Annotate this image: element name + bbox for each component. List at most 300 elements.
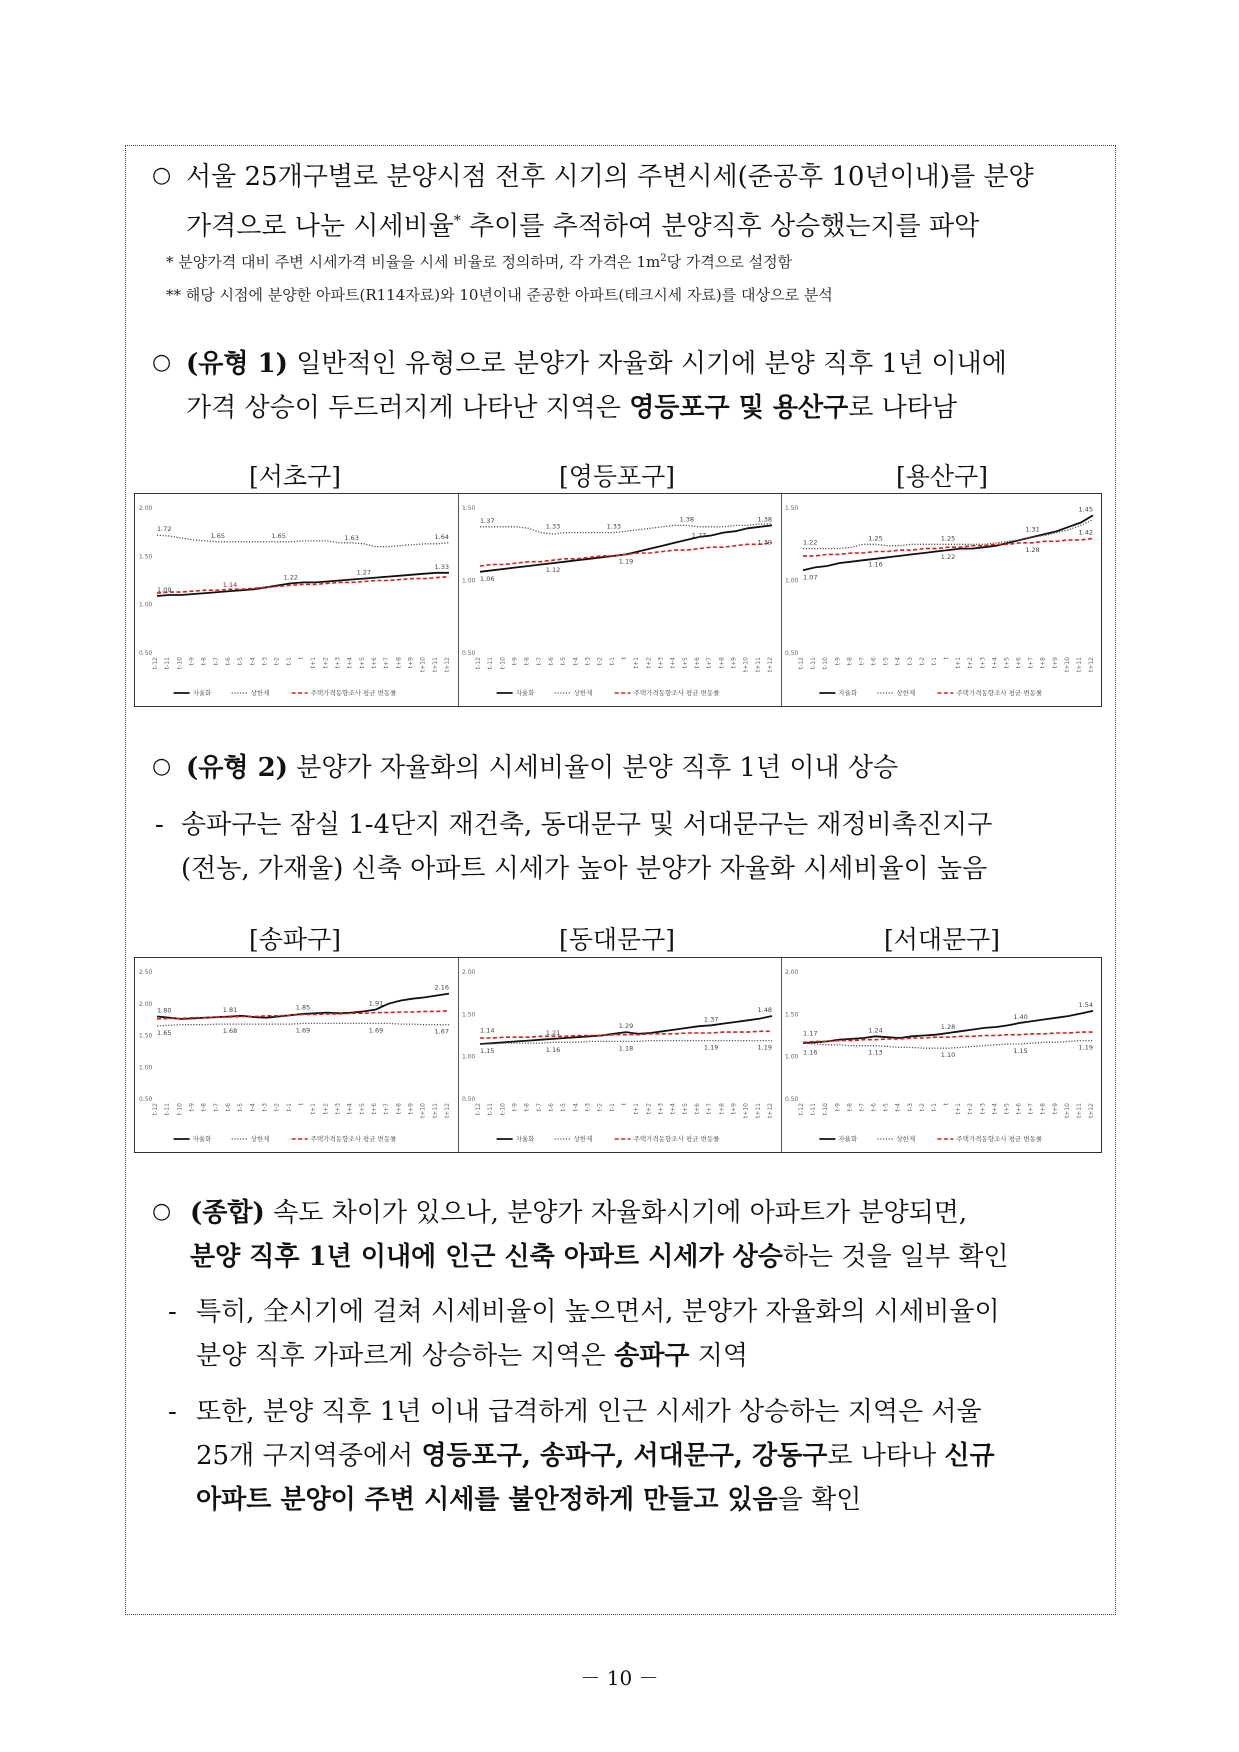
x-tick-label: t+5 (1003, 657, 1011, 669)
data-label: 1.16 (545, 1046, 561, 1055)
x-tick-label: t-12 (152, 1103, 159, 1116)
type1-line-2-bold: 영등포구 및 용산구 (629, 393, 849, 423)
cap-series-line (803, 1041, 1093, 1049)
x-tick-label: t+4 (991, 657, 999, 669)
type2-line-1 (186, 746, 898, 790)
chart-panel (458, 958, 782, 1152)
x-tick-label: t-3 (906, 657, 914, 666)
summary-sub1-line-1: 특히, 全시기에 걸쳐 시세비율이 높으면서, 분양가 자율화의 시세비율이 (196, 1297, 1000, 1327)
x-tick-label: t+1 (955, 657, 963, 669)
x-tick-label: t-5 (882, 657, 890, 666)
x-tick-label: t-1 (930, 1103, 938, 1112)
type1-line-1 (186, 342, 1007, 386)
data-label: 1.48 (757, 1006, 772, 1015)
x-tick-label: t+10 (742, 657, 750, 673)
summary-sub2-line-3-b: 을 확인 (777, 1485, 862, 1515)
data-label: 1.27 (691, 531, 707, 540)
x-tick-label: t-12 (475, 657, 482, 670)
x-tick-label: t-2 (596, 657, 604, 666)
data-label: 1.29 (618, 1022, 634, 1031)
y-tick-label: 2.00 (462, 969, 476, 976)
x-tick-label: t (621, 1103, 628, 1106)
chart-panel (135, 494, 459, 706)
x-tick-label: t (943, 1103, 950, 1106)
x-tick-label: t-1 (608, 1103, 616, 1112)
x-tick-label: t-2 (918, 1103, 926, 1112)
data-label: 1.06 (480, 574, 495, 583)
data-label: 1.42 (1078, 528, 1093, 537)
summary-sub1-line-2-bold: 송파구 (614, 1341, 690, 1371)
type1-label: (유형 1) (186, 349, 288, 379)
data-label: 1.12 (545, 566, 561, 575)
data-label: 1.69 (295, 1026, 311, 1035)
x-tick-label: t-5 (560, 657, 568, 666)
x-tick-label: t-8 (523, 1103, 531, 1112)
data-label: 1.38 (757, 515, 772, 524)
legend-avg-label: 주택가격동향조사 평균 변동률 (956, 689, 1043, 697)
legend-free-label: 자율화 (838, 689, 858, 697)
type1-line-2 (186, 386, 1007, 430)
cap-series-line (157, 532, 449, 547)
summary-dash-2: - (168, 1397, 177, 1427)
x-tick-label: t+11 (754, 1103, 762, 1119)
x-tick-label: t-6 (225, 1103, 232, 1112)
footnote-1-a: * 분양가격 대비 주변 시세가격 비율을 시세 비율로 정의하며, 각 가격은 1m (166, 253, 661, 271)
y-tick-label: 1.00 (139, 1064, 153, 1072)
x-tick-label: t-11 (164, 1103, 172, 1116)
x-tick-label: t+10 (419, 1103, 427, 1119)
x-tick-label: t-1 (930, 657, 938, 666)
data-label: 1.33 (606, 522, 622, 531)
y-tick-label: 2.00 (139, 1000, 153, 1008)
x-tick-label: t-4 (249, 657, 257, 666)
legend-cap-label: 상한제 (250, 689, 270, 697)
x-tick-label: t+9 (407, 657, 415, 669)
line-chart (458, 494, 780, 705)
x-tick-label: t-3 (584, 657, 592, 666)
x-tick-label: t+2 (967, 1103, 975, 1115)
type2-dash: - (155, 810, 164, 840)
data-label: 1.21 (545, 1028, 561, 1037)
summary-line-1-text: 속도 차이가 있으나, 분양가 자율화시기에 아파트가 분양되면, (264, 1198, 968, 1228)
data-label: 1.63 (344, 533, 359, 542)
x-tick-label: t-12 (798, 657, 805, 670)
x-tick-label: t+6 (371, 1103, 378, 1115)
page-number: － 10 － (580, 1666, 659, 1690)
x-tick-label: t-11 (487, 1103, 495, 1116)
x-tick-label: t-8 (523, 657, 531, 666)
x-tick-label: t-11 (487, 657, 495, 670)
x-tick-label: t-4 (894, 657, 902, 666)
x-tick-label: t+7 (1027, 1103, 1035, 1115)
x-tick-label: t-9 (511, 657, 519, 666)
chart-caption: [영등포구] (558, 462, 676, 491)
x-tick-label: t-3 (261, 1103, 269, 1112)
x-tick-label: t+8 (395, 1103, 403, 1115)
data-label: 1.25 (940, 534, 956, 543)
x-tick-label: t-10 (176, 657, 184, 670)
legend-cap-label: 상한제 (573, 1135, 593, 1143)
footnote-1-sup: 2 (660, 253, 667, 264)
x-tick-label: t-5 (882, 1103, 890, 1112)
x-tick-label: t+3 (979, 1103, 987, 1115)
legend-free-label: 자율화 (192, 689, 212, 697)
type2-label: (유형 2) (186, 753, 288, 783)
x-tick-label: t-12 (475, 1103, 482, 1116)
legend-avg-label: 주택가격동향조사 평균 변동률 (310, 1135, 397, 1143)
y-tick-label: 2.00 (139, 505, 153, 512)
x-tick-label: t+9 (1051, 657, 1059, 669)
y-tick-label: 1.00 (785, 1053, 799, 1061)
data-label: 1.68 (222, 1027, 238, 1036)
x-tick-label: t+12 (767, 1103, 774, 1119)
chart-caption: [용산구] (896, 462, 988, 491)
x-tick-label: t-11 (810, 657, 818, 670)
y-tick-label: 0.50 (139, 1096, 153, 1103)
data-label: 1.24 (868, 1026, 883, 1035)
x-tick-label: t+6 (694, 1103, 701, 1115)
summary-line-2-bold: 분양 직후 1년 이내에 인근 신축 아파트 시세가 상승 (190, 1242, 783, 1272)
data-label: 1.14 (222, 581, 238, 590)
summary-line-1 (190, 1191, 1009, 1235)
summary-sub2-line-3 (196, 1478, 995, 1522)
x-tick-label: t-2 (918, 657, 926, 666)
data-label: 1.25 (868, 534, 883, 543)
x-tick-label: t-1 (285, 657, 293, 666)
y-tick-label: 0.50 (785, 650, 799, 657)
data-label: 1.85 (295, 1003, 311, 1012)
x-tick-label: t+10 (419, 657, 427, 673)
y-tick-label: 2.00 (785, 969, 799, 976)
x-tick-label: t (298, 1103, 305, 1106)
avg-series-line (157, 577, 449, 594)
data-label: 1.72 (157, 525, 172, 534)
x-tick-label: t-9 (834, 657, 842, 666)
legend-free-label: 자율화 (515, 689, 535, 697)
bullet-circle: ○ (152, 1199, 172, 1224)
type1-line-2-b: 로 나타남 (848, 393, 957, 423)
x-tick-label: t-3 (906, 1103, 914, 1112)
x-tick-label: t-2 (273, 1103, 281, 1112)
legend-avg-label: 주택가격동향조사 평균 변동률 (633, 689, 720, 697)
y-tick-label: 1.00 (785, 577, 799, 585)
x-tick-label: t-2 (273, 657, 281, 666)
type2-sub-line-2: (전농, 가재울) 신축 아파트 시세가 높아 분양가 자율화 시세비율이 높음 (181, 854, 988, 884)
x-tick-label: t+12 (1088, 1103, 1095, 1119)
x-tick-label: t-4 (894, 1103, 902, 1112)
line-chart (781, 494, 1101, 705)
line-chart (135, 494, 457, 705)
x-tick-label: t+5 (681, 1103, 689, 1115)
x-tick-label: t (621, 657, 628, 660)
x-tick-label: t+11 (1075, 1103, 1083, 1119)
x-tick-label: t+10 (1063, 1103, 1071, 1119)
y-tick-label: 1.50 (785, 505, 799, 512)
data-label: 1.81 (222, 1005, 238, 1014)
type2-paragraph (186, 746, 898, 790)
x-tick-label: t+2 (645, 657, 653, 669)
data-label: 1.18 (618, 1044, 634, 1053)
x-tick-label: t+11 (1075, 657, 1083, 673)
data-label: 1.40 (1013, 1012, 1028, 1021)
x-tick-label: t (943, 657, 950, 660)
data-label: 1.65 (271, 531, 286, 540)
intro-line-2-b: 추이를 추적하여 분양직후 상승했는지를 파악 (460, 211, 980, 242)
x-tick-label: t+2 (322, 657, 330, 669)
summary-sub2-line-1: 또한, 분양 직후 1년 이내 급격하게 인근 시세가 상승하는 지역은 서울 (196, 1397, 982, 1427)
data-label: 1.22 (940, 553, 956, 562)
x-tick-label: t-7 (212, 1103, 220, 1112)
data-label: 1.19 (703, 1043, 719, 1052)
x-tick-label: t+11 (431, 657, 439, 673)
data-label: 2.16 (434, 983, 449, 992)
x-tick-label: t+4 (669, 1103, 677, 1115)
x-tick-label: t-11 (810, 1103, 818, 1116)
x-tick-label: t+6 (1015, 1103, 1023, 1115)
x-tick-label: t+8 (1039, 657, 1047, 669)
x-tick-label: t-7 (535, 657, 543, 666)
summary-sub-paragraph-1 (196, 1290, 1000, 1378)
legend-avg-label: 주택가격동향조사 평균 변동률 (633, 1135, 720, 1143)
summary-label: (종합) (190, 1198, 265, 1228)
x-tick-label: t-9 (511, 1103, 519, 1112)
x-tick-label: t+11 (431, 1103, 439, 1119)
x-tick-label: t+2 (967, 657, 975, 669)
data-label: 1.31 (1025, 525, 1040, 534)
y-tick-label: 2.50 (139, 969, 153, 976)
x-tick-label: t+3 (657, 1103, 665, 1115)
x-tick-label: t-5 (560, 1103, 568, 1112)
x-tick-label: t-4 (572, 1103, 580, 1112)
x-tick-label: t+3 (657, 657, 665, 669)
x-tick-label: t+12 (767, 657, 774, 673)
summary-sub2-line-2-bold2: 신규 (944, 1441, 995, 1471)
legend-avg-label: 주택가격동향조사 평균 변동률 (956, 1135, 1043, 1143)
footnote-1 (166, 251, 792, 272)
y-tick-label: 1.50 (462, 1011, 476, 1019)
free-series-line (803, 515, 1093, 570)
data-label: 1.22 (283, 573, 299, 582)
x-tick-label: t+7 (706, 1103, 714, 1115)
data-label: 1.07 (803, 573, 818, 582)
data-label: 1.37 (480, 516, 495, 525)
x-tick-label: t+12 (444, 1103, 451, 1119)
intro-line-1: 서울 25개구별로 분양시점 전후 시기의 주변시세(준공후 10년이내)를 분양 (186, 162, 1034, 192)
data-label: 1.45 (1078, 505, 1093, 514)
x-tick-label: t+5 (681, 657, 689, 669)
x-tick-label: t-10 (176, 1103, 184, 1116)
x-tick-label: t-6 (225, 657, 232, 666)
type1-line-1-text: 일반적인 유형으로 분양가 자율화 시기에 분양 직후 1년 이내에 (287, 349, 1007, 379)
data-label: 1.69 (368, 1026, 384, 1035)
x-tick-label: t+3 (334, 1103, 342, 1115)
x-tick-label: t+7 (383, 1103, 391, 1115)
x-tick-label: t+6 (694, 657, 701, 669)
x-tick-label: t+2 (645, 1103, 653, 1115)
chart-panel (781, 958, 1101, 1152)
data-label: 1.33 (545, 522, 561, 531)
x-tick-label: t+7 (383, 657, 391, 669)
x-tick-label: t-8 (200, 657, 208, 666)
intro-line-2-a: 가격으로 나눈 시세비율 (186, 211, 454, 242)
data-label: 1.38 (679, 515, 695, 524)
x-tick-label: t+4 (669, 657, 677, 669)
legend-cap-label: 상한제 (573, 689, 593, 697)
data-label: 1.17 (803, 1029, 818, 1038)
data-label: 1.09 (157, 585, 172, 594)
y-tick-label: 1.50 (139, 1032, 153, 1040)
x-tick-label: t+8 (718, 657, 726, 669)
line-chart (781, 958, 1101, 1151)
data-label: 1.14 (480, 1026, 495, 1035)
type2-sub-paragraph (181, 803, 992, 891)
data-label: 1.54 (1078, 1000, 1093, 1009)
legend-free-label: 자율화 (192, 1135, 212, 1143)
data-label: 1.10 (940, 1051, 956, 1060)
chart-row-1 (134, 493, 1102, 707)
x-tick-label: t-3 (584, 1103, 592, 1112)
chart-row-2 (134, 957, 1102, 1153)
data-label: 1.37 (703, 1015, 719, 1024)
y-tick-label: 1.00 (139, 601, 153, 609)
summary-dash-1: - (168, 1297, 177, 1327)
footnote-1-b: 당 가격으로 설정함 (666, 253, 793, 271)
x-tick-label: t-9 (834, 1103, 842, 1112)
type2-sub-line-1: 송파구는 잠실 1-4단지 재건축, 동대문구 및 서대문구는 재정비촉진지구 (181, 810, 993, 840)
x-tick-label: t-4 (572, 657, 580, 666)
x-tick-label: t+7 (1027, 657, 1035, 669)
x-tick-label: t+5 (358, 657, 366, 669)
legend-avg-label: 주택가격동향조사 평균 변동률 (310, 689, 397, 697)
summary-sub1-line-2 (196, 1334, 1000, 1378)
summary-sub2-line-2 (196, 1434, 995, 1478)
legend-cap-label: 상한제 (896, 689, 916, 697)
chart-caption: [동대문구] (558, 925, 676, 954)
type1-paragraph (186, 342, 1007, 430)
data-label: 1.67 (434, 1027, 449, 1036)
line-chart (135, 958, 457, 1151)
x-tick-label: t (298, 657, 305, 660)
data-label: 1.19 (618, 557, 634, 566)
x-tick-label: t-5 (237, 657, 245, 666)
data-label: 1.80 (157, 1006, 172, 1015)
x-tick-label: t-8 (200, 1103, 208, 1112)
summary-paragraph (190, 1191, 1009, 1279)
x-tick-label: t+4 (346, 1103, 354, 1115)
data-label: 1.28 (1025, 545, 1040, 554)
legend-cap-label: 상한제 (896, 1135, 916, 1143)
x-tick-label: t+6 (371, 657, 378, 669)
x-tick-label: t+9 (730, 1103, 738, 1115)
chart-caption: [송파구] (249, 925, 341, 954)
x-tick-label: t+8 (395, 657, 403, 669)
data-label: 1.16 (803, 1048, 818, 1057)
x-tick-label: t+8 (1039, 1103, 1047, 1115)
x-tick-label: t-8 (846, 1103, 854, 1112)
data-label: 1.19 (1078, 1043, 1093, 1052)
x-tick-label: t-9 (188, 657, 196, 666)
y-tick-label: 1.50 (139, 553, 153, 561)
summary-sub2-line-2-a: 25개 구지역중에서 (196, 1441, 422, 1471)
data-label: 1.27 (356, 568, 372, 577)
x-tick-label: t+4 (991, 1103, 999, 1115)
summary-sub2-line-3-bold: 아파트 분양이 주변 시세를 불안정하게 만들고 있음 (196, 1485, 778, 1515)
summary-line-2-b: 하는 것을 일부 확인 (782, 1242, 1009, 1272)
summary-sub-paragraph-2 (196, 1390, 995, 1522)
data-label: 1.65 (210, 531, 226, 540)
data-label: 1.22 (803, 538, 818, 547)
x-tick-label: t+1 (310, 1103, 318, 1115)
data-label: 1.33 (434, 562, 449, 571)
footnote-mark: * (453, 213, 461, 229)
x-tick-label: t+1 (633, 657, 641, 669)
x-tick-label: t-12 (798, 1103, 805, 1116)
y-tick-label: 1.50 (462, 505, 476, 512)
data-label: 1.39 (757, 538, 772, 547)
x-tick-label: t+2 (322, 1103, 330, 1115)
summary-sub1-line-2-b: 지역 (689, 1341, 748, 1371)
data-label: 1.28 (940, 1022, 956, 1031)
x-tick-label: t-7 (858, 657, 866, 666)
x-tick-label: t-7 (858, 1103, 866, 1112)
y-tick-label: 0.50 (785, 1096, 799, 1103)
type1-line-2-a: 가격 상승이 두드러지게 나타난 지역은 (186, 393, 630, 423)
y-tick-label: 0.50 (139, 650, 153, 657)
chart-caption: [서대문구] (883, 925, 1001, 954)
x-tick-label: t-7 (535, 1103, 543, 1112)
y-tick-label: 1.00 (462, 1053, 476, 1061)
chart-panel (458, 494, 782, 706)
x-tick-label: t-2 (596, 1103, 604, 1112)
legend-free-label: 자율화 (515, 1135, 535, 1143)
x-tick-label: t+10 (1063, 657, 1071, 673)
y-tick-label: 1.50 (785, 1011, 799, 1019)
legend-free-label: 자율화 (838, 1135, 858, 1143)
x-tick-label: t+9 (407, 1103, 415, 1115)
x-tick-label: t-8 (846, 657, 854, 666)
summary-sub2-line-2-bold: 영등포구, 송파구, 서대문구, 강동구 (421, 1441, 828, 1471)
x-tick-label: t-10 (499, 657, 507, 670)
x-tick-label: t+7 (706, 657, 714, 669)
y-tick-label: 1.00 (462, 577, 476, 585)
data-label: 1.15 (480, 1046, 495, 1055)
bullet-circle: ○ (152, 163, 172, 188)
x-tick-label: t-12 (152, 657, 159, 670)
x-tick-label: t-6 (548, 657, 555, 666)
x-tick-label: t+11 (754, 657, 762, 673)
data-label: 1.65 (157, 1028, 172, 1037)
x-tick-label: t-10 (822, 657, 830, 670)
footnote-2: ** 해당 시점에 분양한 아파트(R114자료)와 10년이내 준공한 아파트(테크시세 자료)를 대상으로 분석 (166, 286, 833, 304)
chart-caption: [서초구] (249, 462, 341, 491)
data-label: 1.15 (1013, 1046, 1028, 1055)
x-tick-label: t-7 (212, 657, 220, 666)
x-tick-label: t+1 (633, 1103, 641, 1115)
data-label: 1.13 (868, 1048, 883, 1057)
x-tick-label: t+9 (730, 657, 738, 669)
intro-line-2 (186, 199, 1034, 249)
x-tick-label: t+8 (718, 1103, 726, 1115)
x-tick-label: t+4 (346, 657, 354, 669)
x-tick-label: t-10 (822, 1103, 830, 1116)
intro-paragraph (186, 155, 1034, 249)
x-tick-label: t-11 (164, 657, 172, 670)
summary-line-2 (190, 1235, 1009, 1279)
x-tick-label: t+1 (310, 657, 318, 669)
x-tick-label: t-6 (548, 1103, 555, 1112)
bullet-circle: ○ (152, 350, 172, 375)
legend-cap-label: 상한제 (250, 1135, 270, 1143)
